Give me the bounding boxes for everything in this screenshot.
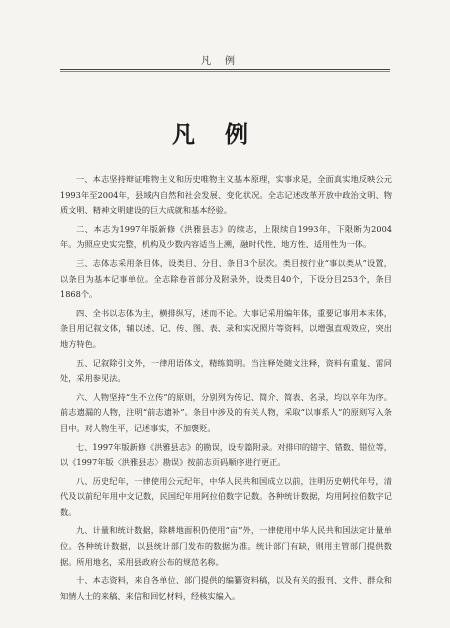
page-title: 凡例	[172, 121, 278, 148]
paragraph-6: 六、人物坚持“生不立传”的原则，分别列为传记、简介、简表、名录，均以卒年为序。前志遗漏的人物，注明“前志遗补”。条目中涉及的有关人物，采取“以事系人”的原则写入条目中。对人物生平，记述事实，不加褒贬。	[60, 391, 392, 433]
header-rule	[60, 69, 390, 70]
paragraph-4: 四、全书以志体为主，横排纵写，述而不论。大事记采用编年体，重要记事用本末体，条目用记叙文体，辅以述、记、传、图、表、录和实况照片等资料，以增强直观效应，突出地方特色。	[60, 307, 392, 349]
paragraph-2: 二、本志为1997年版新修《洪雅县志》的续志，上限续自1993年，下限断为2004年。为照应史实完整，机构及少数内容适当上溯，融时代性、地方性、适用性为一体。	[60, 223, 392, 250]
running-header: 凡例	[201, 56, 249, 67]
paragraph-5: 五、记叙除引文外，一律用语体文，精练简明。当注释处随文注释，资料有重复、雷同处，采用参见法。	[60, 357, 392, 384]
paragraph-8: 八、历史纪年，一律使用公元纪年，中华人民共和国成立以前，注明历史朝代年号，清代及以前纪年用中文记数，民国纪年用阿拉伯数字记数。各种统计数据，均用阿拉伯数字记数。	[60, 475, 392, 517]
body-text	[60, 172, 392, 607]
paragraph-7: 七、1997年版新修《洪雅县志》的勘误，设专篇附录。对排印的错字、错数、错位等，以《1997年版〈洪雅县志〉勘误》按前志页码顺序进行更正。	[60, 441, 392, 468]
paragraph-3: 三、志体志采用条目体，设类目、分目、条目3个层次。类目按行业“事以类从”设置，以条目为基本记事单位。全志除卷首部分及附录外，设类目40个，下设分目253个，条目1868个。	[60, 257, 392, 300]
paragraph-9: 九、计量和统计数据，除耕地面积仍使用“亩”外，一律使用中华人民共和国法定计量单位。各种统计数据，以县统计部门发布的数据为准。统计部门有缺，则用主管部门提供数据。所用地名，采用县政府公布的规范名称。	[60, 525, 392, 567]
paragraph-10: 十、本志资料，来自各单位、部门提供的编纂资料稿，以及有关的报刊、文件、群众和知情人士的来稿、来信和回忆材料，经核实编入。	[60, 575, 392, 601]
header-rule-secondary	[60, 71, 390, 72]
paragraph-1: 一、本志坚持辩证唯物主义和历史唯物主义基本原理，实事求是，全面真实地反映公元1993年至2004年，县域内自然和社会发展、变化状况。全志记述改革开放中政治文明、物质文明、精神文明建设的巨大成就和基本经验。	[60, 174, 392, 216]
